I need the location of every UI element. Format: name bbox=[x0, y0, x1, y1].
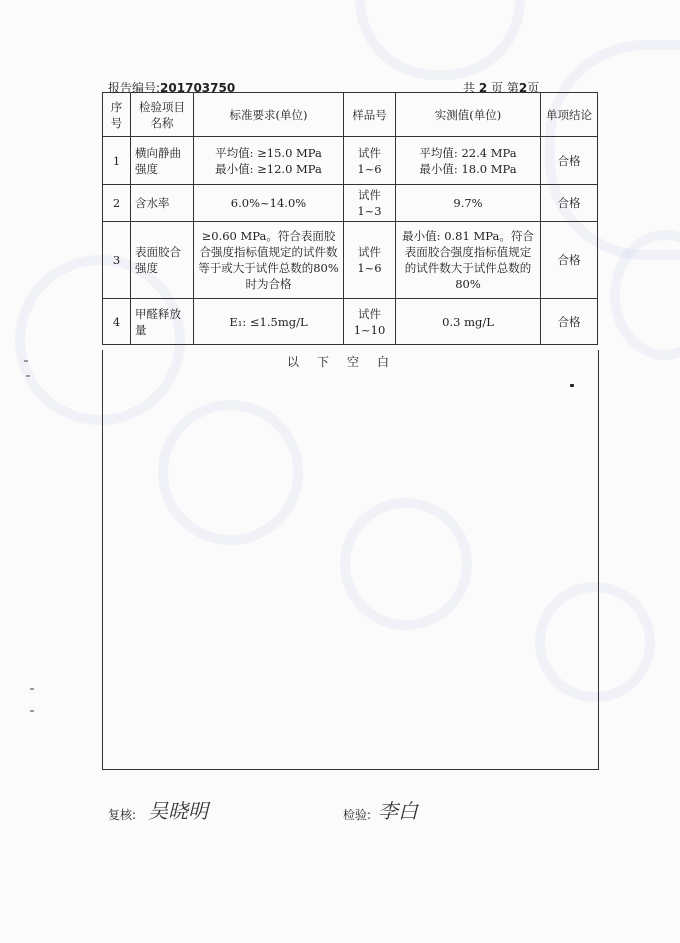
row-standard bbox=[194, 299, 344, 345]
row-standard bbox=[194, 185, 344, 222]
binding-mark bbox=[30, 710, 34, 712]
row-item: 表面胶合强度 bbox=[131, 222, 194, 299]
table-row bbox=[103, 299, 598, 345]
measured-line: 最小值: 0.81 MPa。符合表面胶合强度指标值规定的试件数大于试件总数的 80% bbox=[402, 229, 534, 291]
row-seq: 3 bbox=[103, 222, 131, 299]
row-seq: 4 bbox=[103, 299, 131, 345]
sample-line: 1~6 bbox=[357, 161, 382, 176]
total-pages: 2 bbox=[478, 81, 488, 95]
row-standard bbox=[194, 137, 344, 185]
row-conclusion: 合格 bbox=[541, 137, 598, 185]
binding-mark bbox=[26, 375, 30, 377]
row-conclusion: 合格 bbox=[541, 299, 598, 345]
table-row bbox=[103, 222, 598, 299]
blank-area-frame bbox=[102, 350, 599, 770]
report-number-label: 报告编号: bbox=[108, 81, 161, 95]
header-seq: 序号 bbox=[103, 93, 131, 137]
measured-line: 最小值: 18.0 MPa bbox=[419, 161, 517, 176]
blank-note: 以下空白 bbox=[287, 355, 408, 369]
binding-mark bbox=[24, 360, 28, 362]
reviewer-signature: 吴晓明 bbox=[148, 799, 208, 823]
sample-line: 试件 bbox=[358, 245, 381, 259]
results-table bbox=[102, 92, 598, 345]
measured-line: 9.7% bbox=[453, 196, 483, 210]
report-number: 201703750 bbox=[160, 81, 236, 95]
header-sample: 样品号 bbox=[344, 93, 396, 137]
pages-mid: 页 第 bbox=[491, 81, 519, 95]
row-conclusion: 合格 bbox=[541, 185, 598, 222]
row-seq: 1 bbox=[103, 137, 131, 185]
pages-prefix: 共 bbox=[463, 81, 476, 95]
table-row bbox=[103, 137, 598, 185]
standard-line: 6.0%~14.0% bbox=[230, 196, 307, 210]
header-conclusion: 单项结论 bbox=[541, 93, 598, 137]
header-measured: 实测值(单位) bbox=[396, 93, 541, 137]
watermark-seal bbox=[355, 0, 525, 80]
sample-line: 1~3 bbox=[357, 204, 382, 218]
row-measured bbox=[396, 185, 541, 222]
row-sample bbox=[344, 185, 396, 222]
standard-line: 平均值: ≥15.0 MPa bbox=[215, 145, 322, 160]
header-item: 检验项目名称 bbox=[131, 93, 194, 137]
header-standard: 标准要求(单位) bbox=[194, 93, 344, 137]
sample-line: 1~10 bbox=[353, 322, 386, 337]
row-sample bbox=[344, 299, 396, 345]
sample-line: 试件 bbox=[358, 145, 381, 160]
row-seq: 2 bbox=[103, 185, 131, 222]
inspector-label: 检验: bbox=[343, 808, 372, 822]
row-item: 含水率 bbox=[131, 185, 194, 222]
sample-line: 试件 bbox=[358, 306, 381, 321]
table-row bbox=[103, 185, 598, 222]
row-sample bbox=[344, 137, 396, 185]
reviewer-label: 复核: bbox=[108, 808, 137, 822]
row-item: 横向静曲强度 bbox=[131, 137, 194, 185]
row-conclusion: 合格 bbox=[541, 222, 598, 299]
current-page: 2 bbox=[518, 81, 528, 95]
standard-line: 最小值: ≥12.0 MPa bbox=[215, 161, 322, 176]
ink-speck bbox=[570, 384, 574, 387]
sample-line: 试件 bbox=[358, 188, 381, 202]
sample-line: 1~6 bbox=[357, 261, 382, 275]
row-sample bbox=[344, 222, 396, 299]
row-item: 甲醛释放量 bbox=[131, 299, 194, 345]
row-measured bbox=[396, 299, 541, 345]
row-standard bbox=[194, 222, 344, 299]
measured-line: 0.3 mg/L bbox=[442, 314, 494, 329]
standard-line: E₁: ≤1.5mg/L bbox=[229, 314, 308, 329]
measured-line: 平均值: 22.4 MPa bbox=[419, 145, 517, 160]
pages-suffix: 页 bbox=[527, 81, 540, 95]
row-measured bbox=[396, 222, 541, 299]
binding-mark bbox=[30, 688, 34, 690]
row-measured bbox=[396, 137, 541, 185]
inspector-signature: 李白 bbox=[378, 799, 418, 823]
table-header-row bbox=[103, 93, 598, 137]
standard-line: ≥0.60 MPa。符合表面胶合强度指标值规定的试件数等于或大于试件总数的80%时为合格 bbox=[198, 229, 339, 291]
